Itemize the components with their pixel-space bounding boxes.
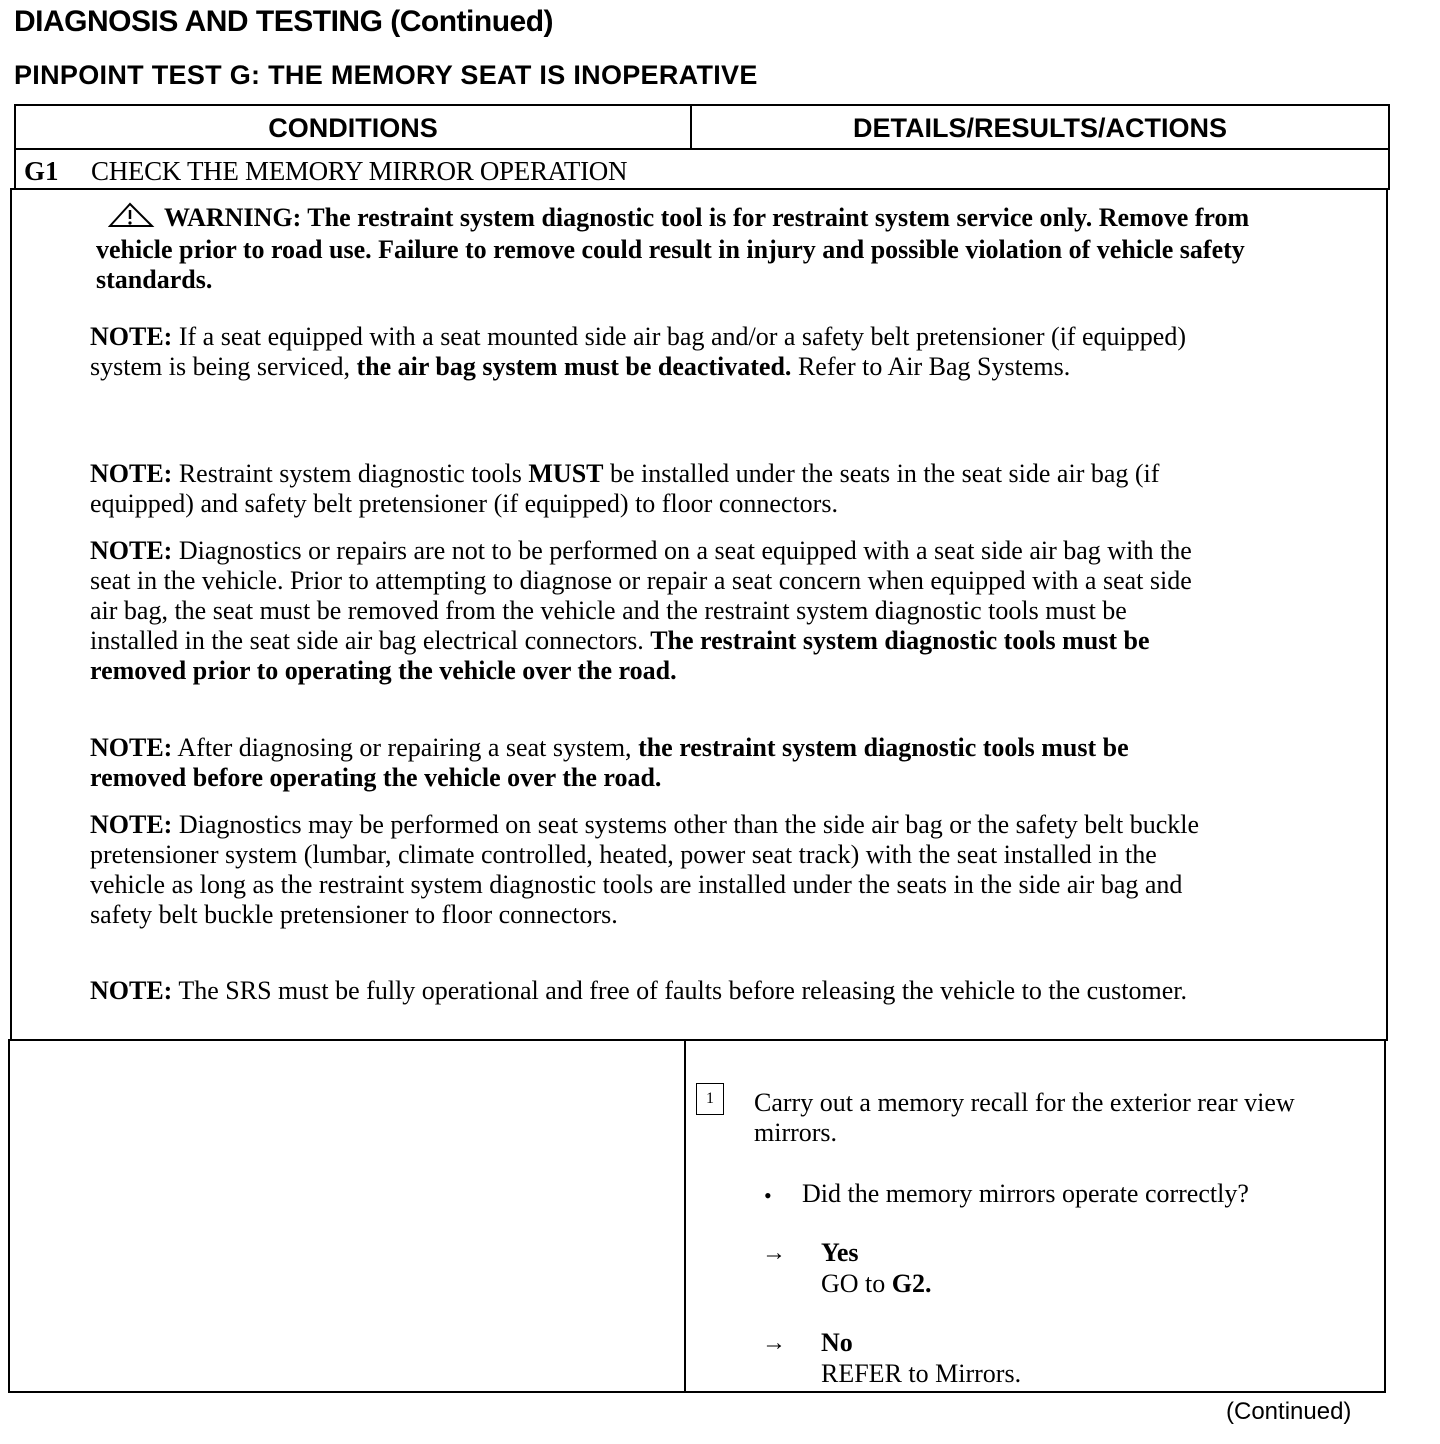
note-text: Diagnostics may be performed on seat systems other than the side air bag or the safety belt buckle pretensioner system (lumbar, climate controlled, heated, power seat track) with the seat installed in the vehicle as long as the restraint system diagnostic tools are installed under the seats in the side air bag and safety belt buckle pretensioner to floor connectors. (90, 810, 1200, 929)
note-text: The SRS must be fully operational and free of faults before releasing the vehicle to the customer. (172, 976, 1188, 1005)
step-number-box: 1 (696, 1083, 724, 1115)
instruction-text: Carry out a memory recall for the exterior rear view mirrors. (754, 1088, 1295, 1147)
yes-action (821, 1269, 932, 1299)
warning-block (96, 202, 1296, 295)
note-airbag-deactivate (90, 322, 1200, 382)
note-srs-operational (90, 976, 1200, 1006)
note-label: NOTE: (90, 536, 173, 565)
step-title: CHECK THE MEMORY MIRROR OPERATION (91, 156, 628, 186)
step-row (14, 148, 1390, 190)
note-other-seat-systems (90, 810, 1200, 930)
note-emphasis: the air bag system must be deactivated. (356, 352, 792, 381)
note-text: be installed under the seats in the seat side air bag (if equipped) and safety belt pretensioner (if equipped) to floor connectors. (90, 459, 1160, 518)
pinpoint-test-title: PINPOINT TEST G: THE MEMORY SEAT IS INOPERATIVE (14, 60, 758, 90)
no-label: No (821, 1328, 853, 1357)
column-divider (684, 1041, 686, 1393)
warning-triangle-icon (108, 202, 156, 235)
table-header (14, 104, 1390, 150)
note-text: Refer to Air Bag Systems. (791, 352, 1071, 381)
continued-footer: (Continued) (1226, 1398, 1352, 1425)
step-id: G1 (24, 156, 59, 186)
note-seat-removal (90, 536, 1200, 686)
conditions-header: CONDITIONS (268, 112, 438, 143)
note-label: NOTE: (90, 976, 173, 1005)
action-box (8, 1039, 1386, 1393)
note-text: After diagnosing or repairing a seat system, (172, 733, 639, 762)
arrow-right-icon: → (762, 1330, 786, 1356)
yes-action-text: GO to (821, 1269, 892, 1298)
note-label: NOTE: (90, 733, 173, 762)
arrow-right-icon: → (762, 1240, 786, 1266)
note-label: NOTE: (90, 810, 173, 839)
section-title: DIAGNOSIS AND TESTING (Continued) (14, 5, 554, 38)
note-text: Diagnostics or repairs are not to be performed on a seat equipped with a seat side air bag with the seat in the vehicle. Prior to attempting to diagnose or repair a seat concern when equipped with a seat side air bag, the seat must be removed from the vehicle and the restraint system diagnostic tools must be installed in the seat side air bag electrical connectors. (90, 536, 1192, 655)
note-after-repair (90, 733, 1200, 793)
notes-box (10, 188, 1388, 1041)
warning-label: WARNING: (164, 203, 302, 232)
question-text: Did the memory mirrors operate correctly? (802, 1179, 1249, 1208)
note-label: NOTE: (90, 459, 173, 488)
note-emphasis: the restraint system diagnostic tools must be removed before operating the vehicle over the road. (90, 733, 1129, 792)
note-diagnostic-tools-install (90, 459, 1200, 519)
yes-label: Yes (821, 1238, 859, 1267)
bullet-icon: • (764, 1183, 772, 1208)
note-emphasis: The restraint system diagnostic tools must be removed prior to operating the vehicle over the road. (90, 626, 1150, 685)
details-header: DETAILS/RESULTS/ACTIONS (852, 112, 1227, 143)
no-action: REFER to Mirrors. (821, 1359, 1022, 1388)
note-label: NOTE: (90, 322, 173, 351)
note-text: Restraint system diagnostic tools (172, 459, 529, 488)
warning-text: The restraint system diagnostic tool is for restraint system service only. Remove from vehicle prior to road use. Failure to remove could result in injury and possible violation of vehicle safety standards. (96, 203, 1250, 294)
note-emphasis: MUST (528, 459, 604, 488)
note-text: If a seat equipped with a seat mounted side air bag and/or a safety belt pretensioner (if equipped) system is being serviced, (90, 322, 1186, 381)
yes-target-step: G2. (891, 1269, 932, 1298)
